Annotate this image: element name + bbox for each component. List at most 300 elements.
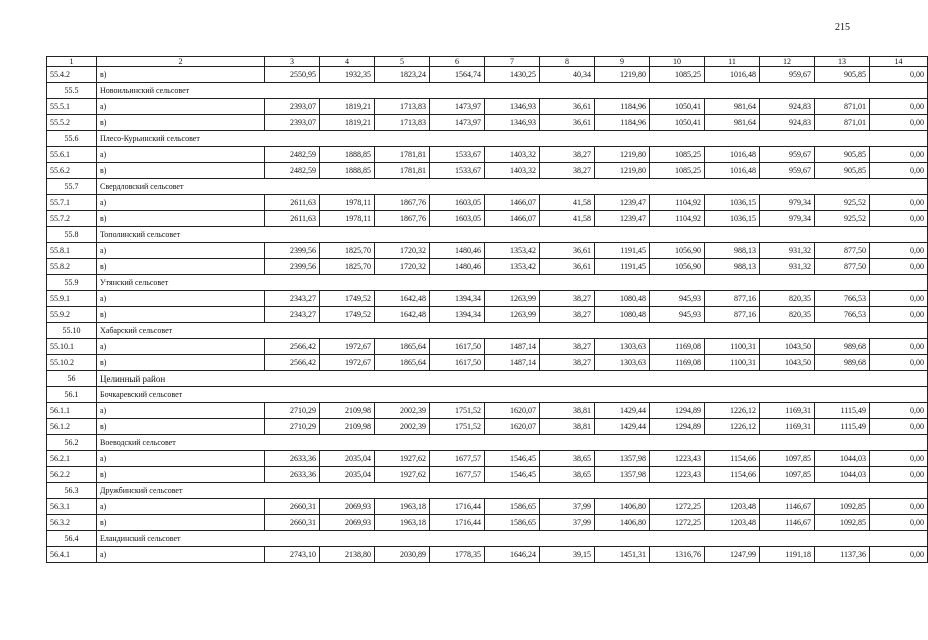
value-cell: 1104,92 <box>650 195 705 211</box>
value-cell: 1169,31 <box>760 419 815 435</box>
value-cell: 1050,41 <box>650 99 705 115</box>
value-cell: 871,01 <box>815 99 870 115</box>
table-row <box>47 195 928 211</box>
value-cell: 2343,27 <box>265 307 320 323</box>
value-cell: 1473,97 <box>430 99 485 115</box>
value-cell: 1169,08 <box>650 339 705 355</box>
table-body <box>47 67 928 563</box>
value-cell: 2343,27 <box>265 291 320 307</box>
section-row <box>47 83 928 99</box>
table-row <box>47 515 928 531</box>
value-cell: 1451,31 <box>595 547 650 563</box>
value-cell: 41,58 <box>540 195 595 211</box>
column-header: 14 <box>870 57 928 67</box>
value-cell: 1353,42 <box>485 243 540 259</box>
value-cell: 1191,45 <box>595 243 650 259</box>
value-cell: 2109,98 <box>320 419 375 435</box>
section-title: Бочкаревский сельсовет <box>97 387 928 403</box>
column-header: 11 <box>705 57 760 67</box>
value-cell: 2611,63 <box>265 211 320 227</box>
value-cell: 1272,25 <box>650 499 705 515</box>
value-cell: 1239,47 <box>595 211 650 227</box>
value-cell: 1169,31 <box>760 403 815 419</box>
value-cell: 1720,32 <box>375 243 430 259</box>
value-cell: 1184,96 <box>595 115 650 131</box>
row-label: в) <box>97 515 265 531</box>
row-label: в) <box>97 259 265 275</box>
value-cell: 0,00 <box>870 147 928 163</box>
value-cell: 981,64 <box>705 99 760 115</box>
value-cell: 924,83 <box>760 99 815 115</box>
value-cell: 1115,49 <box>815 419 870 435</box>
value-cell: 1239,47 <box>595 195 650 211</box>
value-cell: 1751,52 <box>430 419 485 435</box>
row-code: 56.4.1 <box>47 547 97 563</box>
row-label: в) <box>97 419 265 435</box>
tariff-table <box>46 56 928 563</box>
table-row <box>47 147 928 163</box>
value-cell: 2035,04 <box>320 467 375 483</box>
value-cell: 989,68 <box>815 355 870 371</box>
value-cell: 905,85 <box>815 147 870 163</box>
value-cell: 2566,42 <box>265 339 320 355</box>
row-label: в) <box>97 115 265 131</box>
table-row <box>47 451 928 467</box>
value-cell: 1888,85 <box>320 147 375 163</box>
row-label: а) <box>97 243 265 259</box>
row-code: 56.3 <box>47 483 97 499</box>
row-code: 56.1.1 <box>47 403 97 419</box>
value-cell: 766,53 <box>815 291 870 307</box>
value-cell: 1036,15 <box>705 195 760 211</box>
section-title: Дружбинский сельсовет <box>97 483 928 499</box>
value-cell: 877,50 <box>815 259 870 275</box>
value-cell: 1888,85 <box>320 163 375 179</box>
value-cell: 1620,07 <box>485 419 540 435</box>
row-label: а) <box>97 291 265 307</box>
value-cell: 38,27 <box>540 291 595 307</box>
column-header: 13 <box>815 57 870 67</box>
value-cell: 905,85 <box>815 67 870 83</box>
value-cell: 1480,46 <box>430 259 485 275</box>
value-cell: 2566,42 <box>265 355 320 371</box>
value-cell: 38,65 <box>540 451 595 467</box>
row-label: а) <box>97 147 265 163</box>
value-cell: 1867,76 <box>375 211 430 227</box>
column-header: 9 <box>595 57 650 67</box>
value-cell: 1226,12 <box>705 419 760 435</box>
value-cell: 1406,80 <box>595 499 650 515</box>
value-cell: 40,34 <box>540 67 595 83</box>
value-cell: 1191,18 <box>760 547 815 563</box>
value-cell: 0,00 <box>870 195 928 211</box>
value-cell: 1749,52 <box>320 307 375 323</box>
value-cell: 1263,99 <box>485 291 540 307</box>
table-row <box>47 419 928 435</box>
value-cell: 1056,90 <box>650 259 705 275</box>
value-cell: 1642,48 <box>375 291 430 307</box>
value-cell: 871,01 <box>815 115 870 131</box>
row-code: 55.8.1 <box>47 243 97 259</box>
row-code: 56.4 <box>47 531 97 547</box>
row-label: а) <box>97 403 265 419</box>
row-code: 56 <box>47 371 97 387</box>
value-cell: 37,99 <box>540 515 595 531</box>
value-cell: 1677,57 <box>430 451 485 467</box>
value-cell: 1056,90 <box>650 243 705 259</box>
value-cell: 36,61 <box>540 259 595 275</box>
page-number: 215 <box>835 22 850 33</box>
value-cell: 1154,66 <box>705 467 760 483</box>
value-cell: 1080,48 <box>595 291 650 307</box>
value-cell: 0,00 <box>870 419 928 435</box>
value-cell: 0,00 <box>870 339 928 355</box>
section-row <box>47 531 928 547</box>
value-cell: 945,93 <box>650 307 705 323</box>
value-cell: 925,52 <box>815 195 870 211</box>
value-cell: 1092,85 <box>815 499 870 515</box>
section-title: Еландинский сельсовет <box>97 531 928 547</box>
value-cell: 1050,41 <box>650 115 705 131</box>
value-cell: 0,00 <box>870 291 928 307</box>
header-row <box>47 57 928 67</box>
value-cell: 2660,31 <box>265 499 320 515</box>
value-cell: 1294,89 <box>650 419 705 435</box>
value-cell: 1357,98 <box>595 451 650 467</box>
value-cell: 1564,74 <box>430 67 485 83</box>
value-cell: 0,00 <box>870 163 928 179</box>
value-cell: 1316,76 <box>650 547 705 563</box>
value-cell: 820,35 <box>760 307 815 323</box>
value-cell: 1927,62 <box>375 451 430 467</box>
table-row <box>47 163 928 179</box>
value-cell: 1346,93 <box>485 99 540 115</box>
value-cell: 1097,85 <box>760 451 815 467</box>
value-cell: 2002,39 <box>375 403 430 419</box>
value-cell: 820,35 <box>760 291 815 307</box>
value-cell: 38,27 <box>540 307 595 323</box>
row-label: в) <box>97 467 265 483</box>
value-cell: 1533,67 <box>430 147 485 163</box>
value-cell: 1677,57 <box>430 467 485 483</box>
value-cell: 1642,48 <box>375 307 430 323</box>
value-cell: 1303,63 <box>595 355 650 371</box>
value-cell: 1191,45 <box>595 259 650 275</box>
value-cell: 38,81 <box>540 419 595 435</box>
value-cell: 1043,50 <box>760 355 815 371</box>
value-cell: 1781,81 <box>375 147 430 163</box>
value-cell: 2030,89 <box>375 547 430 563</box>
row-code: 55.10 <box>47 323 97 339</box>
value-cell: 1487,14 <box>485 355 540 371</box>
table-row <box>47 467 928 483</box>
value-cell: 1480,46 <box>430 243 485 259</box>
value-cell: 38,27 <box>540 355 595 371</box>
table-row <box>47 355 928 371</box>
value-cell: 41,58 <box>540 211 595 227</box>
row-code: 55.5 <box>47 83 97 99</box>
table-row <box>47 547 928 563</box>
value-cell: 2069,93 <box>320 515 375 531</box>
table-row <box>47 403 928 419</box>
value-cell: 1620,07 <box>485 403 540 419</box>
value-cell: 1963,18 <box>375 515 430 531</box>
value-cell: 38,27 <box>540 147 595 163</box>
section-row <box>47 323 928 339</box>
value-cell: 1487,14 <box>485 339 540 355</box>
value-cell: 1137,36 <box>815 547 870 563</box>
value-cell: 877,50 <box>815 243 870 259</box>
value-cell: 1713,83 <box>375 99 430 115</box>
value-cell: 1272,25 <box>650 515 705 531</box>
value-cell: 1978,11 <box>320 211 375 227</box>
value-cell: 988,13 <box>705 243 760 259</box>
column-header: 10 <box>650 57 705 67</box>
table-row <box>47 211 928 227</box>
row-label: а) <box>97 451 265 467</box>
value-cell: 1586,65 <box>485 499 540 515</box>
value-cell: 39,15 <box>540 547 595 563</box>
value-cell: 979,34 <box>760 211 815 227</box>
value-cell: 1865,64 <box>375 355 430 371</box>
value-cell: 37,99 <box>540 499 595 515</box>
value-cell: 38,81 <box>540 403 595 419</box>
row-label: а) <box>97 339 265 355</box>
value-cell: 2393,07 <box>265 99 320 115</box>
row-label: в) <box>97 211 265 227</box>
value-cell: 1403,32 <box>485 163 540 179</box>
value-cell: 38,27 <box>540 339 595 355</box>
value-cell: 38,65 <box>540 467 595 483</box>
value-cell: 1016,48 <box>705 147 760 163</box>
value-cell: 1713,83 <box>375 115 430 131</box>
row-code: 56.2.1 <box>47 451 97 467</box>
value-cell: 1357,98 <box>595 467 650 483</box>
table-row <box>47 499 928 515</box>
value-cell: 0,00 <box>870 211 928 227</box>
row-label: а) <box>97 499 265 515</box>
value-cell: 0,00 <box>870 547 928 563</box>
value-cell: 2660,31 <box>265 515 320 531</box>
value-cell: 766,53 <box>815 307 870 323</box>
column-header: 3 <box>265 57 320 67</box>
value-cell: 981,64 <box>705 115 760 131</box>
column-header: 8 <box>540 57 595 67</box>
value-cell: 1473,97 <box>430 115 485 131</box>
value-cell: 1720,32 <box>375 259 430 275</box>
value-cell: 877,16 <box>705 307 760 323</box>
value-cell: 1972,67 <box>320 355 375 371</box>
value-cell: 1115,49 <box>815 403 870 419</box>
row-code: 55.5.2 <box>47 115 97 131</box>
row-label: в) <box>97 163 265 179</box>
row-code: 55.5.1 <box>47 99 97 115</box>
value-cell: 1044,03 <box>815 451 870 467</box>
value-cell: 0,00 <box>870 355 928 371</box>
value-cell: 1016,48 <box>705 163 760 179</box>
value-cell: 1819,21 <box>320 115 375 131</box>
section-title: Воеводский сельсовет <box>97 435 928 451</box>
value-cell: 905,85 <box>815 163 870 179</box>
value-cell: 1865,64 <box>375 339 430 355</box>
value-cell: 1044,03 <box>815 467 870 483</box>
row-code: 55.7 <box>47 179 97 195</box>
row-label: а) <box>97 99 265 115</box>
value-cell: 1247,99 <box>705 547 760 563</box>
value-cell: 1533,67 <box>430 163 485 179</box>
section-title: Свердловский сельсовет <box>97 179 928 195</box>
value-cell: 931,32 <box>760 259 815 275</box>
value-cell: 1043,50 <box>760 339 815 355</box>
value-cell: 1146,67 <box>760 515 815 531</box>
value-cell: 0,00 <box>870 99 928 115</box>
value-cell: 945,93 <box>650 291 705 307</box>
value-cell: 2482,59 <box>265 163 320 179</box>
table-row <box>47 307 928 323</box>
value-cell: 1080,48 <box>595 307 650 323</box>
value-cell: 1303,63 <box>595 339 650 355</box>
section-row <box>47 131 928 147</box>
value-cell: 1092,85 <box>815 515 870 531</box>
value-cell: 1219,80 <box>595 163 650 179</box>
value-cell: 0,00 <box>870 259 928 275</box>
value-cell: 1867,76 <box>375 195 430 211</box>
row-code: 55.6 <box>47 131 97 147</box>
row-code: 56.3.1 <box>47 499 97 515</box>
section-row <box>47 387 928 403</box>
column-header: 5 <box>375 57 430 67</box>
value-cell: 1219,80 <box>595 67 650 83</box>
value-cell: 1219,80 <box>595 147 650 163</box>
value-cell: 1963,18 <box>375 499 430 515</box>
value-cell: 1932,35 <box>320 67 375 83</box>
value-cell: 1203,48 <box>705 515 760 531</box>
row-code: 55.9.1 <box>47 291 97 307</box>
value-cell: 0,00 <box>870 499 928 515</box>
value-cell: 36,61 <box>540 99 595 115</box>
row-label: а) <box>97 195 265 211</box>
row-label: в) <box>97 355 265 371</box>
value-cell: 2710,29 <box>265 403 320 419</box>
value-cell: 959,67 <box>760 147 815 163</box>
value-cell: 959,67 <box>760 163 815 179</box>
value-cell: 2035,04 <box>320 451 375 467</box>
value-cell: 1429,44 <box>595 419 650 435</box>
value-cell: 0,00 <box>870 515 928 531</box>
table-row <box>47 115 928 131</box>
value-cell: 2743,10 <box>265 547 320 563</box>
value-cell: 1085,25 <box>650 147 705 163</box>
value-cell: 1154,66 <box>705 451 760 467</box>
row-code: 55.9 <box>47 275 97 291</box>
value-cell: 1184,96 <box>595 99 650 115</box>
value-cell: 1429,44 <box>595 403 650 419</box>
row-code: 56.2 <box>47 435 97 451</box>
section-title: Плесо-Курьинский сельсовет <box>97 131 928 147</box>
value-cell: 1819,21 <box>320 99 375 115</box>
value-cell: 36,61 <box>540 243 595 259</box>
table-row <box>47 339 928 355</box>
value-cell: 1394,34 <box>430 291 485 307</box>
value-cell: 0,00 <box>870 67 928 83</box>
value-cell: 1603,05 <box>430 195 485 211</box>
value-cell: 0,00 <box>870 403 928 419</box>
value-cell: 0,00 <box>870 115 928 131</box>
value-cell: 1263,99 <box>485 307 540 323</box>
value-cell: 1781,81 <box>375 163 430 179</box>
row-code: 55.8.2 <box>47 259 97 275</box>
section-row <box>47 275 928 291</box>
row-code: 56.2.2 <box>47 467 97 483</box>
value-cell: 1466,07 <box>485 195 540 211</box>
column-header: 7 <box>485 57 540 67</box>
value-cell: 2482,59 <box>265 147 320 163</box>
column-header: 4 <box>320 57 375 67</box>
row-code: 55.7.2 <box>47 211 97 227</box>
section-title: Хабарский сельсовет <box>97 323 928 339</box>
value-cell: 1778,35 <box>430 547 485 563</box>
value-cell: 1146,67 <box>760 499 815 515</box>
value-cell: 1751,52 <box>430 403 485 419</box>
value-cell: 2069,93 <box>320 499 375 515</box>
table-row <box>47 291 928 307</box>
value-cell: 1617,50 <box>430 339 485 355</box>
value-cell: 2002,39 <box>375 419 430 435</box>
value-cell: 0,00 <box>870 307 928 323</box>
value-cell: 1104,92 <box>650 211 705 227</box>
section-title: Тополинский сельсовет <box>97 227 928 243</box>
value-cell: 1085,25 <box>650 67 705 83</box>
value-cell: 989,68 <box>815 339 870 355</box>
value-cell: 2399,56 <box>265 259 320 275</box>
value-cell: 959,67 <box>760 67 815 83</box>
row-label: а) <box>97 547 265 563</box>
value-cell: 1603,05 <box>430 211 485 227</box>
value-cell: 1016,48 <box>705 67 760 83</box>
table-row <box>47 243 928 259</box>
value-cell: 1403,32 <box>485 147 540 163</box>
value-cell: 2633,36 <box>265 467 320 483</box>
row-label: в) <box>97 67 265 83</box>
value-cell: 0,00 <box>870 243 928 259</box>
value-cell: 1546,45 <box>485 451 540 467</box>
value-cell: 1294,89 <box>650 403 705 419</box>
value-cell: 1100,31 <box>705 355 760 371</box>
value-cell: 1394,34 <box>430 307 485 323</box>
row-code: 55.10.2 <box>47 355 97 371</box>
section-title: Новоильинский сельсовет <box>97 83 928 99</box>
value-cell: 1617,50 <box>430 355 485 371</box>
value-cell: 1430,25 <box>485 67 540 83</box>
column-header: 6 <box>430 57 485 67</box>
value-cell: 2633,36 <box>265 451 320 467</box>
section-row <box>47 435 928 451</box>
value-cell: 1825,70 <box>320 243 375 259</box>
value-cell: 1978,11 <box>320 195 375 211</box>
district-title: Целинный район <box>97 371 928 387</box>
section-row <box>47 483 928 499</box>
row-code: 55.9.2 <box>47 307 97 323</box>
value-cell: 2138,80 <box>320 547 375 563</box>
row-code: 56.1.2 <box>47 419 97 435</box>
row-code: 55.6.2 <box>47 163 97 179</box>
value-cell: 0,00 <box>870 467 928 483</box>
value-cell: 1203,48 <box>705 499 760 515</box>
value-cell: 1927,62 <box>375 467 430 483</box>
value-cell: 1223,43 <box>650 451 705 467</box>
row-code: 56.3.2 <box>47 515 97 531</box>
value-cell: 1097,85 <box>760 467 815 483</box>
